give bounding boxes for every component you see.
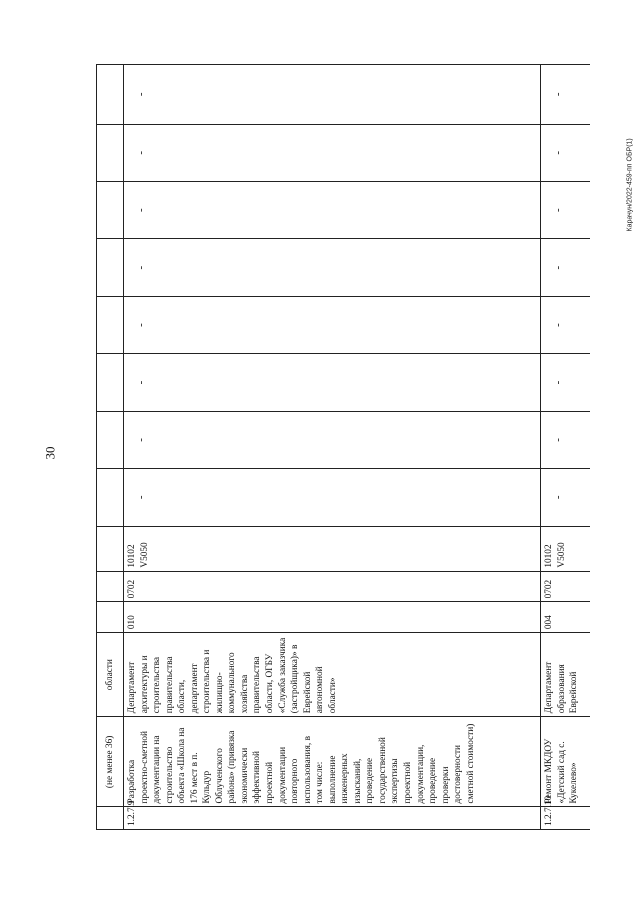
grbs-code: 004 <box>541 602 591 633</box>
header-cell <box>97 65 124 125</box>
rzpr-code: 0702 <box>541 571 591 602</box>
value-cell: - <box>541 182 591 239</box>
header-cell <box>97 124 124 181</box>
executor: Департамент архитектуры и строительства правительства области, департамент строительства и жилищно-коммунального хозяйства правительства области, ОГБУ «Служба заказчика (застройщика)» в Еврейской автономной области» <box>124 633 541 717</box>
header-cell <box>97 182 124 239</box>
value-cell: - <box>541 239 591 296</box>
value-cell: - <box>541 469 591 526</box>
table-row <box>541 65 591 830</box>
value-cell: - <box>124 124 541 181</box>
table-rotation-frame <box>96 64 590 830</box>
header-cell-executor: области <box>97 633 124 717</box>
value-cell: - <box>124 182 541 239</box>
header-cell <box>97 411 124 468</box>
row-number: 1.2.7.10 <box>541 807 591 830</box>
header-cell <box>97 239 124 296</box>
value-cell: - <box>124 411 541 468</box>
header-cell <box>97 571 124 602</box>
grbs-code: 010 <box>124 602 541 633</box>
row-number: 1.2.7.9 <box>124 807 541 830</box>
value-cell: - <box>124 469 541 526</box>
value-cell: - <box>124 65 541 125</box>
executor: Департамент образования Еврейской <box>541 633 591 717</box>
value-cell: - <box>541 354 591 411</box>
csr-code: 10102 V5050 <box>541 526 591 571</box>
header-cell <box>97 602 124 633</box>
value-cell: - <box>541 65 591 125</box>
value-cell: - <box>541 411 591 468</box>
value-cell: - <box>541 124 591 181</box>
header-cell <box>97 354 124 411</box>
rzpr-code: 0702 <box>124 571 541 602</box>
rotated-table-container <box>96 64 590 830</box>
csr-code: 10102 V5050 <box>124 526 541 571</box>
activity-name: Ремонт МКДОУ «Детский сад с. Кукелево» <box>541 717 591 807</box>
header-cell-name: (не менее 36) <box>97 717 124 807</box>
activity-name: Разработка проектно-сметной документации на строительство объекта «Школа на 176 мест в п. Кульдур Облученского района» (привязка экономически эффективной проектной документации повторного использования, в том числе: выполнение инженерных изысканий, проведение государственной экспертизы проектной документации, проведение проверки достоверности сметной стоимости) <box>124 717 541 807</box>
page-number: 30 <box>42 446 58 460</box>
side-stamp: Карачун/2022-459-пп ОБР(1) <box>626 138 634 232</box>
value-cell: - <box>124 239 541 296</box>
value-cell: - <box>124 354 541 411</box>
header-cell <box>97 526 124 571</box>
value-cell: - <box>124 296 541 353</box>
header-cell <box>97 469 124 526</box>
header-cell-num <box>97 807 124 830</box>
value-cell: - <box>541 296 591 353</box>
table-row <box>124 65 541 830</box>
header-cell <box>97 296 124 353</box>
program-table <box>96 64 590 830</box>
table-header-row <box>97 65 124 830</box>
